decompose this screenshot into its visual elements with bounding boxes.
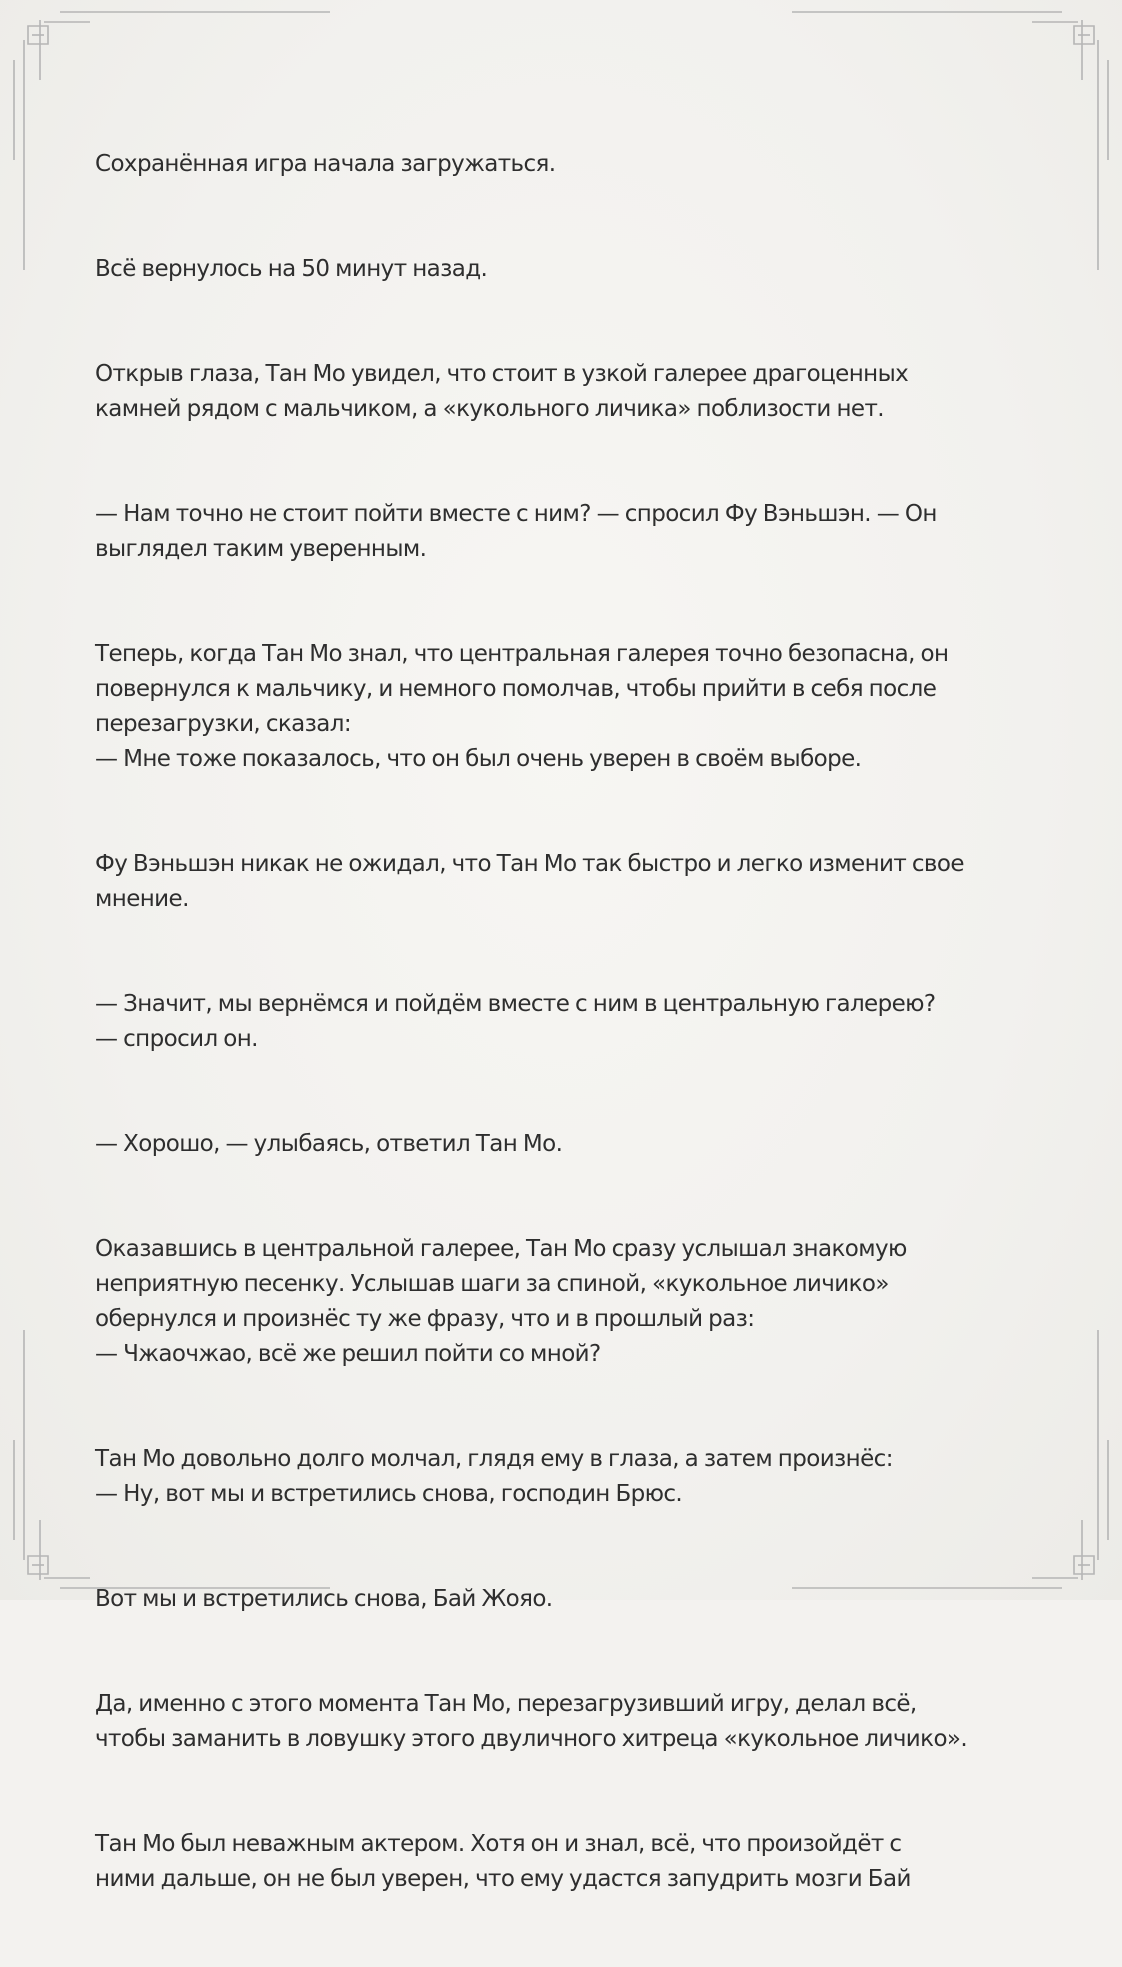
paragraph: Вот мы и встретились снова, Бай Жояо. [95,1586,553,1612]
paragraph: Фу Вэньшэн никак не ожидал, что Тан Мо так быстро и легко изменит свое мнение. [95,851,964,912]
paragraph: — Нам точно не стоит пойти вместе с ним? — спросил Фу Вэньшэн. — Он выглядел таким уверенным. [95,501,937,562]
paragraph: Да, именно с этого момента Тан Мо, перезагрузивший игру, делал всё, чтобы заманить в ловушку этого двуличного хитреца «кукольное личико». [95,1691,968,1752]
paragraph: Сохранённая игра начала загружаться. [95,151,556,177]
paragraph: Открыв глаза, Тан Мо увидел, что стоит в узкой галерее драгоценных камней рядом с мальчиком, а «кукольного личика» поблизости нет. [95,361,909,422]
paragraph: — Хорошо, — улыбаясь, ответил Тан Мо. [95,1131,563,1157]
paragraph: Тан Мо довольно долго молчал, глядя ему в глаза, а затем произнёс: — Ну, вот мы и встретились снова, господин Брюс. [95,1446,893,1507]
paragraph: Теперь, когда Тан Мо знал, что центральная галерея точно безопасна, он повернулся к мальчику, и немного помолчав, чтобы прийти в себя после перезагрузки, сказал: — Мне тоже показалось, что он был очень уверен в своём выборе. [95,641,949,772]
story-text [95,112,1030,1967]
paragraph: Оказавшись в центральной галерее, Тан Мо сразу услышал знакомую неприятную песенку. Услышав шаги за спиной, «кукольное личико» обернулся и произнёс ту же фразу, что и в прошлый раз: — Чжаочжао, всё же решил пойти со мной? [95,1236,907,1367]
paragraph: Всё вернулось на 50 минут назад. [95,256,488,282]
paragraph: — Значит, мы вернёмся и пойдём вместе с ним в центральную галерею? — спросил он. [95,991,936,1052]
paragraph: Тан Мо был неважным актером. Хотя он и знал, всё, что произойдёт с ними дальше, он не был уверен, что ему удастся запудрить мозги Бай [95,1831,911,1892]
